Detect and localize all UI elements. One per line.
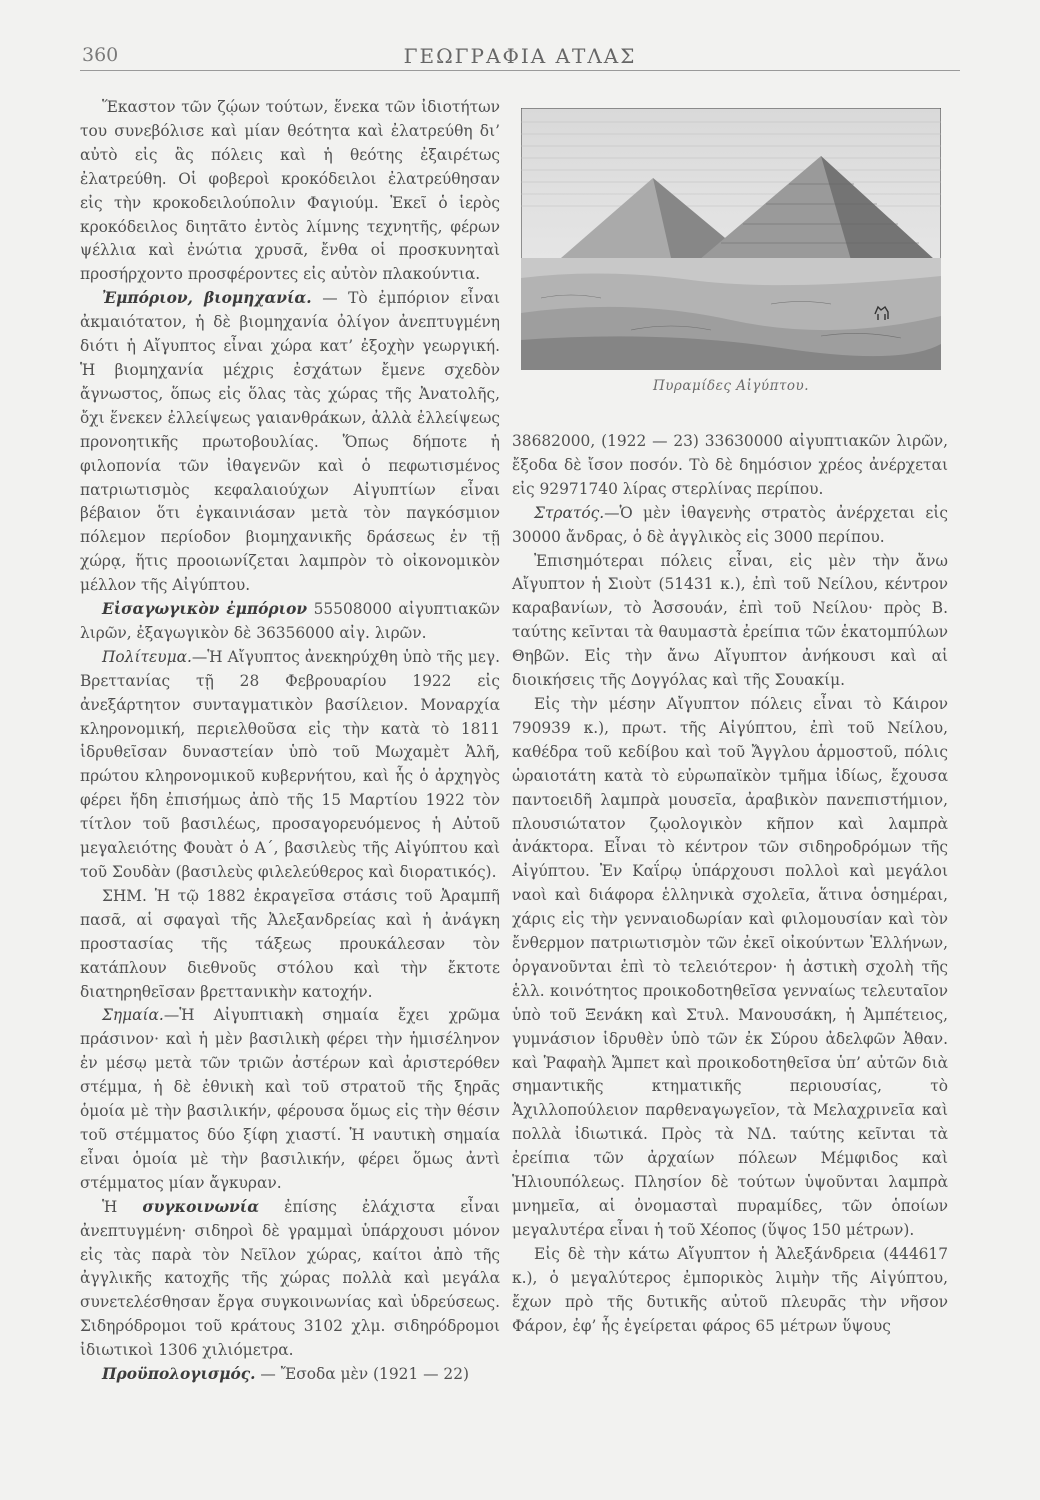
flag-text: —Ἡ Αἰγυπτιακὴ σημαία ἔχει χρῶμα πράσινον· καὶ ἡ μὲν βασιλικὴ φέρει τὴν ἡμισέληνον ἐν μέσῳ μετὰ τῶν τριῶν ἀστέρων καὶ ἀριστερόθεν στέμμα, ἡ δὲ ἐθνικὴ καὶ τοῦ στρατοῦ τῆς ξηρᾶς ὁμοία μὲ τὴν βασιλικήν, φέρουσα ὅμως εἰς τὴν θέσιν τοῦ στέμματος δύο ξίφη χιαστί. Ἡ ναυτικὴ σημαία εἶναι ὁμοία μὲ τὴν βασιλικήν, φέρει ὅμως ἀντὶ στέμματος μίαν ἄγκυραν.	[80, 1006, 500, 1192]
paragraph-middle-egypt: Εἰς τὴν μέσην Αἴγυπτον πόλεις εἶναι τὸ Κάιρον 790939 κ.), πρωτ. τῆς Αἰγύπτου, ἐπὶ τοῦ Νείλου, καθέδρα τοῦ κεδίβου καὶ τοῦ Ἄγγλου ἁρμοστοῦ, πόλις ὡραιοτάτη κατὰ τὸ εὐρωπαϊκὸν τμῆμα ἰδίως, ἔχουσα παντοειδῆ λαμπρὰ μουσεῖα, ἀραβικὸν πανεπιστήμιον, πλουσιώτατον ζῳολογικὸν κῆπον καὶ λαμπρὰ ἀνάκτορα. Εἶναι τὸ κέντρον τῶν σιδηροδρόμων τῆς Αἰγύπτου. Ἐν Καΐρῳ ὑπάρχουσι πολλοὶ καὶ μεγάλοι ναοὶ καὶ διάφορα ἑλληνικὰ σχολεῖα, ἅτινα ὁσημέραι, χάρις εἰς τὴν γενναιοδωρίαν καὶ φιλομουσίαν καὶ τὸν ἔνθερμον πατριωτισμὸν τῶν ἐκεῖ οἰκούντων Ἑλλήνων, ὀργανοῦνται ἐπὶ τὸ τελειότερον· ἡ ἀστικὴ σχολὴ τῆς ἑλλ. κοινότητος προικοδοτηθεῖσα γενναίως τελευταῖον ὑπὸ τοῦ Ξενάκη καὶ Στυλ. Μανουσάκη, ἡ Ἀμπέτειος, γυμνάσιον ἱδρυθὲν ὑπὸ τῶν ἐκ Σύρου ἀδελφῶν Ἀθαν. καὶ Ῥαφαὴλ Ἄμπετ καὶ προικοδοτηθεῖσα ὑπ’ αὐτῶν διὰ σημαντικῆς κτηματικῆς περιουσίας, τὸ Ἀχιλλοπούλειον παρθεναγωγεῖον, τὰ Μελαχρινεῖα καὶ πολλὰ ἰδιωτικά. Πρὸς τὰ ΝΔ. ταύτης κεῖνται τὰ ἐρείπια τῶν ἀρχαίων πόλεων Μέμφιδος καὶ Ἡλιουπόλεως. Πλησίον δὲ τούτων ὑψοῦνται λαμπρὰ μνημεῖα, αἱ ὀνομασταὶ πυραμίδες, τῶν ὁποίων μεγαλυτέρα εἶναι ἡ τοῦ Χέοπος (ὕψος 150 μέτρων).	[512, 694, 948, 1239]
paragraph-commerce	[80, 287, 500, 598]
heading-commerce: Ἐμπόριον, βιομηχανία.	[102, 289, 312, 308]
paragraph-army	[512, 502, 948, 550]
paragraph-polity	[80, 646, 500, 885]
paragraph-budget-cont: 38682000, (1922 — 23) 33630000 αἰγυπτιακῶν λιρῶν, ἔξοδα δὲ ἴσον ποσόν. Τὸ δὲ δημόσιον χρέος ἀνέρχεται εἰς 92971740 λίρας στερλίνας περίπου.	[512, 432, 948, 498]
heading-flag: Σημαία.	[102, 1006, 164, 1025]
page-number: 360	[82, 44, 119, 66]
transport-text: ἐπίσης ἐλάχιστα εἶναι ἀνεπτυγμένη· σιδηροὶ δὲ γραμμαὶ ὑπάρχουσι μόνον εἰς τὰς παρὰ τὸν Νεῖλον χώρας, καίτοι ἀπὸ τῆς ἀγγλικῆς κατοχῆς τῆς χώρας πολλὰ καὶ μεγάλα συνετελέσθησαν ἔργα συγκοινωνίας καὶ ὑδρεύσεως. Σιδηρόδρομοι τοῦ κράτους 3102 χλμ. σιδηρόδρομοι ἰδιωτικοὶ 1306 χιλιόμετρα.	[80, 1197, 501, 1360]
paragraph-upper-egypt: Ἐπισημότεραι πόλεις εἶναι, εἰς μὲν τὴν ἄνω Αἴγυπτον ἡ Σιοὺτ (51431 κ.), ἐπὶ τοῦ Νείλου, κέντρον καραβανίων, τὸ Ἀσσουάν, ἐπὶ τοῦ Νείλου· πρὸς Β. ταύτης κεῖνται τὰ θαυμαστὰ ἐρείπια τῶν ἑκατομπύλων Θηβῶν. Εἰς τὴν ἄνω Αἴγυπτον ἀνήκουσι καὶ αἱ διοικήσεις τῆς Δογγόλας καὶ τῆς Σουακίμ.	[512, 551, 948, 690]
heading-polity: Πολίτευμα.	[102, 647, 192, 666]
paragraph-flag	[80, 1004, 500, 1195]
budget-text: — Ἔσοδα μὲν (1921 — 22)	[255, 1365, 469, 1384]
paragraph-lower-egypt: Εἰς δὲ τὴν κάτω Αἴγυπτον ἡ Ἀλεξάνδρεια (444617 κ.), ὁ μεγαλύτερος ἐμπορικὸς λιμὴν τῆς Αἰγύπτου, ἔχων πρὸ τῆς δυτικῆς αὐτοῦ πλευρᾶς τὴν νῆσον Φάρον, ἐφ’ ἧς ἐγείρεται φάρος 65 μέτρων ὕψους	[512, 1244, 948, 1335]
heading-imports: Εἰσαγωγικὸν ἐμπόριον	[102, 600, 308, 619]
paragraph-budget	[80, 1363, 500, 1387]
page-header	[80, 40, 960, 72]
figure-caption: Πυραμίδες Αἰγύπτου.	[652, 378, 810, 394]
pyramids-figure	[518, 108, 944, 394]
heading-army: Στρατός.	[534, 503, 605, 522]
pyramids-illustration	[521, 108, 941, 370]
imports-text: 55508000 αἰγυπτιακῶν λιρῶν, ἐξαγωγικὸν δὲ 36356000 αἰγ. λιρῶν.	[80, 600, 500, 642]
transport-pre: Ἡ	[102, 1197, 143, 1216]
header-rule	[80, 70, 960, 71]
running-title: ΓΕΩΓΡΑΦΙΑ ΑΤΛΑΣ	[403, 44, 637, 68]
heading-transport: συγκοινωνία	[142, 1197, 260, 1216]
paragraph-note: ΣΗΜ. Ἡ τῷ 1882 ἐκραγεῖσα στάσις τοῦ Ἀραμπῆ πασᾶ, αἱ σφαγαὶ τῆς Ἀλεξανδρείας καὶ ἡ ἀνάγκη προστασίας τῆς τάξεως προυκάλεσαν τὸν κατάπλουν διεθνοῦς στόλου καὶ τὴν ἔκτοτε διατηρηθεῖσαν βρεττανικὴν κατοχήν.	[80, 886, 500, 1001]
heading-budget: Προϋπολογισμός.	[102, 1365, 256, 1384]
paragraph-transport	[80, 1196, 500, 1363]
right-column	[512, 430, 948, 1338]
paragraph-imports	[80, 598, 500, 646]
army-text: —Ὁ μὲν ἰθαγενὴς στρατὸς ἀνέρχεται εἰς 30000 ἄνδρας, ὁ δὲ ἀγγλικὸς εἰς 3000 περίπου.	[512, 503, 948, 546]
commerce-text: — Τὸ ἐμπόριον εἶναι ἀκμαιότατον, ἡ δὲ βιομηχανία ὀλίγον ἀνεπτυγμένη διότι ἡ Αἴγυπτος εἶναι χώρα κατ’ ἐξοχὴν γεωργική. Ἡ βιομηχανία μέχρις ἐσχάτων ἔμενε σχεδὸν ἄγνωστος, ὅπως εἰς ὅλας τὰς χώρας τῆς Ἀνατολῆς, ὄχι ἕνεκεν ἐλλείψεως γαιανθράκων, ἀλλὰ ἐλλείψεως προνοητικῆς πρωτοβουλίας. Ὅπως δήποτε ἡ φιλοπονία τῶν ἰθαγενῶν καὶ ὁ πεφωτισμένος πατριωτισμὸς κεφαλαιούχων Αἰγυπτίων εἶναι βέβαιον ὅτι ἐγκαινιάσαν μετὰ τὸν παγκόσμιον πόλεμον περίοδον βιομηχανικῆς δράσεως ἐν τῇ χώρᾳ, ἥτις προοιωνίζεται λαμπρὸν τὸ οἰκονομικὸν μέλλον τῆς Αἰγύπτου.	[80, 289, 500, 595]
paragraph-animals: Ἕκαστον τῶν ζῴων τούτων, ἕνεκα τῶν ἰδιοτήτων του συνεβόλισε καὶ μίαν θεότητα καὶ ἐλατρεύθη δι’ αὐτὸ εἰς ἃς πόλεις καὶ ἡ θεότης ἐξαιρέτως ἐλατρεύθη. Οἱ φοβεροὶ κροκόδειλοι ἐλατρεύθησαν εἰς τὴν κροκοδειλούπολιν Φαγιούμ. Ἐκεῖ ὁ ἱερὸς κροκόδειλος διητᾶτο ἐντὸς λίμνης τεχνητῆς, φέρων ψέλλια καὶ ἐνώτια χρυσᾶ, ἔνθα οἱ προσκυνηταὶ προσήρχοντο προσφέροντες εἰς αὐτὸν πλακούντια.	[80, 98, 500, 284]
polity-text: —Ἡ Αἴγυπτος ἀνεκηρύχθη ὑπὸ τῆς μεγ. Βρεττανίας τῇ 28 Φεβρουαρίου 1922 εἰς ἀνεξάρτητον συνταγματικὸν βασίλειον. Μοναρχία κληρονομική, περιελθοῦσα εἰς τὴν κατὰ τὸ 1811 ἱδρυθεῖσαν δυναστείαν ὑπὸ τοῦ Μωχαμὲτ Ἀλῆ, πρώτου κληρονομικοῦ κυβερνήτου, καὶ ἧς ὁ ἀρχηγὸς φέρει ἤδη ἐπισήμως ἀπὸ τῆς 15 Μαρτίου 1922 τὸν τίτλον τοῦ βασιλέως, προσαγορευόμενος ἡ Αὐτοῦ μεγαλειότης Φουὰτ ὁ Α΄, βασιλεὺς τῆς Αἰγύπτου καὶ τοῦ Σουδὰν (βασιλεὺς φιλελεύθερος καὶ διορατικός).	[80, 647, 500, 881]
left-column	[80, 96, 500, 1387]
